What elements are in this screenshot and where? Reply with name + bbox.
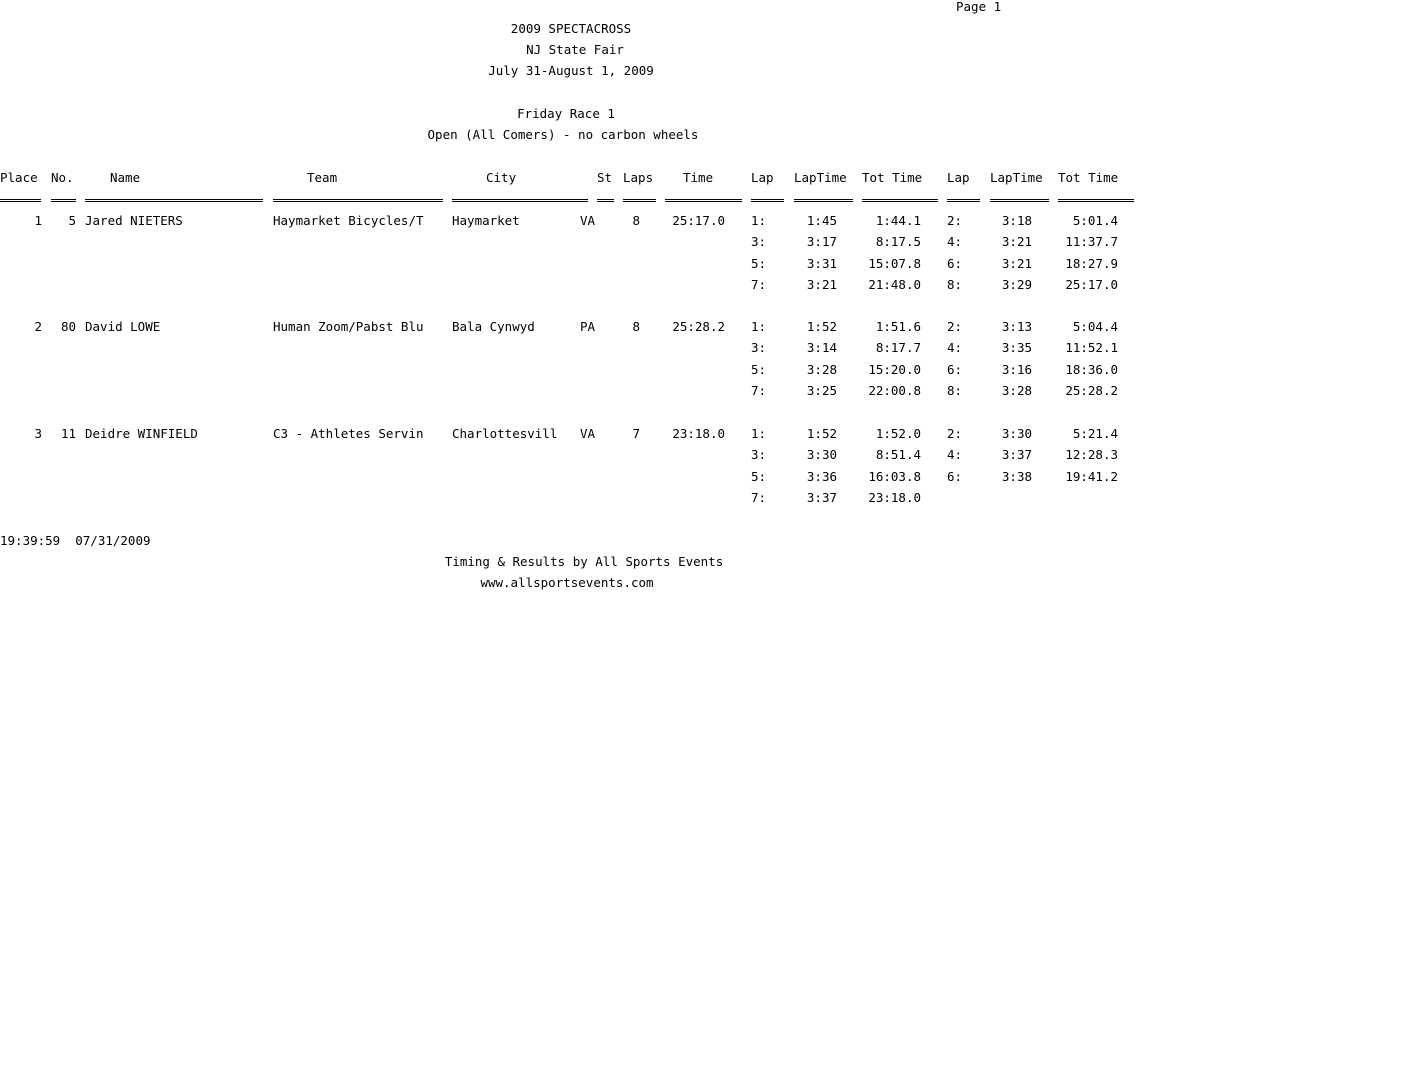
team-cell: Haymarket Bicycles/T (273, 213, 424, 228)
state-cell: PA (580, 319, 596, 334)
timing-credit: Timing & Results by All Sports Events (444, 554, 724, 569)
total-time-cell: 25:28.2 (1065, 383, 1118, 398)
lap-number-cell: 8: (947, 277, 963, 292)
rider-name-cell: Jared NIETERS (85, 213, 183, 228)
lap-time-cell: 3:37 (806, 490, 837, 505)
total-time-cell: 15:07.8 (868, 256, 921, 271)
lap-number-cell: 6: (947, 362, 963, 377)
finish-time-cell: 25:17.0 (672, 213, 725, 228)
lap-number-cell: 2: (947, 426, 963, 441)
lap-time-cell: 3:16 (1001, 362, 1032, 377)
lap-number-cell: 7: (751, 277, 767, 292)
lap-number-cell: 3: (751, 234, 767, 249)
lap-time-cell: 3:30 (1001, 426, 1032, 441)
lap-time-cell: 3:35 (1001, 340, 1032, 355)
col-tottime-a: Tot Time (862, 170, 923, 185)
lap-number-cell: 3: (751, 340, 767, 355)
lap-number-cell: 1: (751, 319, 767, 334)
team-cell: Human Zoom/Pabst Blu (273, 319, 424, 334)
place-cell: 1 (34, 213, 42, 228)
lap-time-cell: 1:45 (806, 213, 837, 228)
bib-number-cell: 5 (68, 213, 76, 228)
lap-number-cell: 7: (751, 383, 767, 398)
event-venue: NJ State Fair (526, 42, 624, 57)
lap-number-cell: 4: (947, 234, 963, 249)
total-time-cell: 8:17.7 (875, 340, 921, 355)
lap-time-cell: 3:13 (1001, 319, 1032, 334)
lap-time-cell: 3:18 (1001, 213, 1032, 228)
lap-time-cell: 3:21 (806, 277, 837, 292)
total-time-cell: 5:04.4 (1072, 319, 1118, 334)
lap-number-cell: 4: (947, 447, 963, 462)
col-lap-a: Lap (751, 170, 774, 185)
total-time-cell: 5:21.4 (1072, 426, 1118, 441)
bib-number-cell: 80 (60, 319, 76, 334)
lap-time-cell: 3:38 (1001, 469, 1032, 484)
team-cell: C3 - Athletes Servin (273, 426, 424, 441)
lap-time-cell: 1:52 (806, 426, 837, 441)
total-time-cell: 23:18.0 (868, 490, 921, 505)
event-dates: July 31-August 1, 2009 (488, 63, 654, 78)
total-time-cell: 1:52.0 (875, 426, 921, 441)
col-city: City (486, 170, 517, 185)
total-time-cell: 22:00.8 (868, 383, 921, 398)
lap-number-cell: 8: (947, 383, 963, 398)
total-time-cell: 19:41.2 (1065, 469, 1118, 484)
lap-number-cell: 2: (947, 319, 963, 334)
place-cell: 3 (34, 426, 42, 441)
total-time-cell: 21:48.0 (868, 277, 921, 292)
lap-number-cell: 3: (751, 447, 767, 462)
finish-time-cell: 23:18.0 (672, 426, 725, 441)
lap-time-cell: 3:36 (806, 469, 837, 484)
lap-time-cell: 1:52 (806, 319, 837, 334)
col-laps: Laps (623, 170, 654, 185)
lap-number-cell: 7: (751, 490, 767, 505)
lap-time-cell: 3:14 (806, 340, 837, 355)
total-time-cell: 8:17.5 (875, 234, 921, 249)
col-laptime-b: LapTime (990, 170, 1043, 185)
laps-cell: 8 (632, 319, 640, 334)
lap-time-cell: 3:29 (1001, 277, 1032, 292)
lap-time-cell: 3:31 (806, 256, 837, 271)
lap-time-cell: 3:17 (806, 234, 837, 249)
total-time-cell: 25:17.0 (1065, 277, 1118, 292)
col-place: Place (0, 170, 38, 185)
lap-time-cell: 3:30 (806, 447, 837, 462)
race-category: Open (All Comers) - no carbon wheels (427, 127, 699, 142)
laps-cell: 7 (632, 426, 640, 441)
col-time: Time (683, 170, 714, 185)
state-cell: VA (580, 426, 596, 441)
lap-number-cell: 6: (947, 469, 963, 484)
page-number: Page 1 (956, 0, 1002, 14)
report-timestamp: 19:39:59 07/31/2009 (0, 533, 151, 548)
rider-name-cell: David LOWE (85, 319, 161, 334)
col-st: St (597, 170, 613, 185)
city-cell: Bala Cynwyd (452, 319, 535, 334)
race-title: Friday Race 1 (517, 106, 615, 121)
lap-number-cell: 5: (751, 256, 767, 271)
total-time-cell: 8:51.4 (875, 447, 921, 462)
total-time-cell: 11:37.7 (1065, 234, 1118, 249)
bib-number-cell: 11 (60, 426, 76, 441)
lap-number-cell: 2: (947, 213, 963, 228)
city-cell: Charlottesvill (452, 426, 558, 441)
finish-time-cell: 25:28.2 (672, 319, 725, 334)
col-laptime-a: LapTime (794, 170, 847, 185)
lap-time-cell: 3:37 (1001, 447, 1032, 462)
event-title: 2009 SPECTACROSS (510, 21, 632, 36)
col-team: Team (307, 170, 338, 185)
col-tottime-b: Tot Time (1058, 170, 1119, 185)
state-cell: VA (580, 213, 596, 228)
total-time-cell: 18:36.0 (1065, 362, 1118, 377)
lap-time-cell: 3:21 (1001, 234, 1032, 249)
total-time-cell: 12:28.3 (1065, 447, 1118, 462)
lap-number-cell: 6: (947, 256, 963, 271)
col-lap-b: Lap (947, 170, 970, 185)
place-cell: 2 (34, 319, 42, 334)
lap-number-cell: 4: (947, 340, 963, 355)
lap-time-cell: 3:21 (1001, 256, 1032, 271)
lap-number-cell: 5: (751, 469, 767, 484)
total-time-cell: 5:01.4 (1072, 213, 1118, 228)
col-name: Name (110, 170, 141, 185)
total-time-cell: 11:52.1 (1065, 340, 1118, 355)
col-no: No. (51, 170, 74, 185)
website-url: www.allsportsevents.com (480, 575, 654, 590)
total-time-cell: 1:44.1 (875, 213, 921, 228)
lap-time-cell: 3:28 (806, 362, 837, 377)
lap-number-cell: 1: (751, 213, 767, 228)
rider-name-cell: Deidre WINFIELD (85, 426, 198, 441)
lap-number-cell: 1: (751, 426, 767, 441)
lap-number-cell: 5: (751, 362, 767, 377)
lap-time-cell: 3:25 (806, 383, 837, 398)
total-time-cell: 1:51.6 (875, 319, 921, 334)
total-time-cell: 16:03.8 (868, 469, 921, 484)
total-time-cell: 15:20.0 (868, 362, 921, 377)
city-cell: Haymarket (452, 213, 520, 228)
total-time-cell: 18:27.9 (1065, 256, 1118, 271)
lap-time-cell: 3:28 (1001, 383, 1032, 398)
laps-cell: 8 (632, 213, 640, 228)
